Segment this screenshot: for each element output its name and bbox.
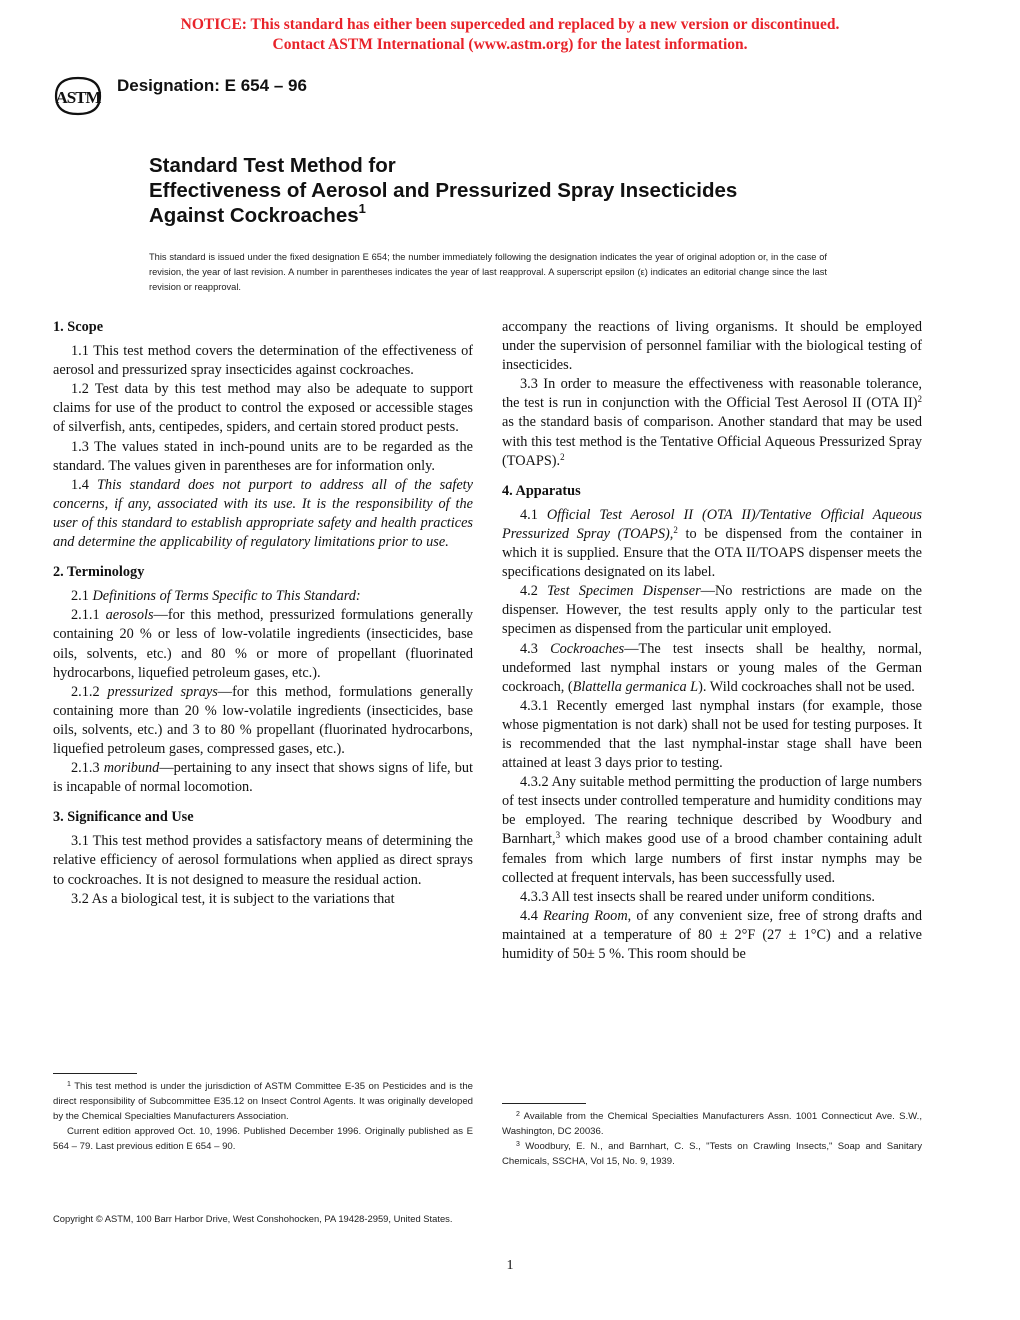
title-line-2: Effectiveness of Aerosol and Pressurized Spray Insecticides — [149, 179, 738, 202]
paragraph-2-1-number: 2.1 — [71, 588, 89, 605]
page-number: 1 — [506, 1258, 514, 1273]
paragraph-3-2-continued: accompany the reactions of living organisms. It should be employed under the supervision of personnel familiar with the biological testing of insecticides. — [502, 319, 922, 374]
title-line-3-text: Against Cockroaches — [149, 204, 359, 227]
footnote-1 — [53, 1079, 473, 1124]
astm-logo-text: ASTM — [55, 88, 101, 107]
paragraph-4-3-2-text-a: 4.3.2 Any suitable method permitting the production of large numbers of test insects under controlled temperature and humidity conditions may be employed. The rearing technique described by Woodbury and Barnhart, — [502, 774, 922, 848]
section-heading-terminology: 2. Terminology — [53, 564, 145, 581]
footnote-ref-3: 3 — [555, 830, 561, 841]
paragraph-4-3-3: 4.3.3 All test insects shall be reared under uniform conditions. — [520, 888, 875, 905]
term-moribund: moribund — [103, 760, 160, 777]
title-line-1: Standard Test Method for — [149, 154, 396, 177]
footnote-ref-2b: 2 — [560, 451, 565, 462]
right-column — [502, 318, 922, 964]
footnote-rule-left — [53, 1073, 137, 1074]
term-ota-toaps: Official Test Aerosol II (OTA II)/Tentative Official Aqueous Pressurized Spray (TOAPS), — [502, 506, 922, 542]
footnote-2-text: Available from the Chemical Specialties Manufacturers Assn. 1001 Connecticut Ave. S.W., Washington, DC 20036. — [502, 1111, 923, 1137]
paragraph-1-4-number: 1.4 — [71, 476, 89, 493]
definition-moribund: —pertaining to any insect that shows signs of life, but is incapable of normal locomotion. — [53, 760, 473, 796]
section-heading-apparatus: 4. Apparatus — [502, 482, 581, 499]
paragraph-2-1-2-number: 2.1.2 — [71, 683, 100, 700]
footnote-rule-right — [502, 1103, 586, 1104]
term-cockroaches: Cockroaches — [550, 640, 625, 657]
paragraph-1-3: 1.3 The values stated in inch-pound units are to be regarded as the standard. The values given in parentheses are for information only. — [53, 438, 473, 474]
paragraph-4-1-text: to be dispensed from the container in which it is supplied. Ensure that the OTA II/TOAPS dispenser meets the specifications designated on its label. — [502, 525, 922, 581]
paragraph-2-1-text: Definitions of Terms Specific to This Standard: — [92, 588, 361, 605]
paragraph-1-4 — [53, 476, 473, 552]
paragraph-4-4-number: 4.4 — [520, 907, 538, 924]
paragraph-3-3-text-a: 3.3 In order to measure the effectiveness with reasonable tolerance, the test is run in conjunction with the Official Test Aerosol II (OTA II) — [502, 376, 922, 412]
paragraph-4-3-2 — [502, 773, 922, 888]
footnote-1-text: This test method is under the jurisdiction of ASTM Committee E-35 on Pesticides and is the direct responsibility of Subcommittee E35.12 on Insect Control Agents. It was originally developed by the Chemical Specialties Manufacturers Association. — [53, 1081, 473, 1122]
paragraph-1-1: 1.1 This test method covers the determination of the effectiveness of aerosol and pressurized spray insecticides against cockroaches. — [53, 343, 473, 379]
definition-pressurized-sprays: —for this method, formulations generally containing more than 20 % low-volatile ingredients (insecticides, base oils, solvents, etc.) and 3 to 80 % propellant (fluorinated hydrocarbons, liquefied petroleum gases, compressed gases, etc.). — [53, 683, 473, 757]
footnote-2-mark: 2 — [516, 1111, 520, 1118]
paragraph-4-1 — [502, 506, 922, 582]
paragraph-4-2-text: —No restrictions are made on the dispenser. However, the test results apply only to the particular test specimen as dispensed from the particular unit employed. — [502, 583, 922, 638]
left-column — [53, 318, 473, 909]
document-title — [149, 153, 949, 228]
species-name: Blattella germanica L — [572, 678, 699, 695]
paragraph-4-4-text: , of any convenient size, free of strong drafts and maintained at a temperature of 80 ± 2°F (27 ± 1°C) and a relative humidity of 50± 5 %. This room should be — [502, 907, 922, 962]
title-footnote-mark: 1 — [358, 201, 366, 216]
footnote-3 — [502, 1139, 922, 1169]
paragraph-2-1-1-number: 2.1.1 — [71, 607, 100, 624]
footnote-1-mark: 1 — [67, 1081, 71, 1088]
footnotes-right — [502, 1109, 922, 1169]
paragraph-4-1-number: 4.1 — [520, 506, 538, 523]
section-heading-scope: 1. Scope — [53, 319, 104, 335]
definition-aerosols: —for this method, pressurized formulations generally containing 20 % or less of low-volatile ingredients (insecticides, base oils, solvents, etc.) and 80 % or more of propellant (fluorinated hydrocarbons, liquefied petroleum gases, etc.). — [53, 607, 474, 681]
term-pressurized-sprays: pressurized sprays — [107, 683, 218, 700]
footnote-3-mark: 3 — [516, 1141, 520, 1148]
title-line-3 — [149, 203, 949, 228]
footnotes-left — [53, 1079, 473, 1154]
footnote-ref-2c: 2 — [673, 524, 678, 535]
paragraph-1-2: 1.2 Test data by this test method may also be adequate to support claims for use of the product to control the exposed or accessible stages of silverfish, ants, centipedes, spiders, and certain stored product pests. — [53, 381, 473, 436]
paragraph-4-2 — [502, 582, 922, 639]
designation: Designation: E 654 – 96 — [117, 76, 307, 95]
paragraph-3-3 — [502, 375, 922, 470]
notice-line-2: Contact ASTM International (www.astm.org) for the latest information. — [272, 36, 748, 53]
paragraph-2-1-3-number: 2.1.3 — [71, 760, 100, 777]
supersede-notice — [0, 15, 1020, 55]
paragraph-4-3-text-b: ). Wild cockroaches shall not be used. — [698, 678, 915, 695]
notice-line-1: NOTICE: This standard has either been superceded and replaced by a new version or discontinued. — [180, 16, 840, 33]
paragraph-2-1 — [53, 587, 473, 606]
issue-note: This standard is issued under the fixed designation E 654; the number immediately following the designation indicates the year of original adoption or, in the case of revision, the year of last revision. A number in parentheses indicates the year of last reapproval. A superscript epsilon (ε) indicates an editorial change since the last revision or reapproval. — [149, 252, 827, 292]
term-aerosols: aerosols — [105, 607, 154, 624]
footnote-ref-2: 2 — [917, 394, 922, 405]
paragraph-4-3-text-a: —The test insects shall be healthy, normal, undeformed last nymphal instars or young males of the German cockroach, ( — [502, 640, 923, 695]
paragraph-3-3-text-b: as the standard basis of comparison. Another standard that may be used with this test method is the Tentative Official Aqueous Pressurized Spray (TOAPS). — [502, 414, 922, 469]
paragraph-3-1: 3.1 This test method provides a satisfactory means of determining the relative efficiency of aerosol formulations when applied as direct sprays to cockroaches. It is not designed to measure the residual action. — [53, 833, 473, 888]
paragraph-4-3-number: 4.3 — [520, 640, 538, 657]
paragraph-4-4 — [502, 907, 922, 964]
footnote-1-edition: Current edition approved Oct. 10, 1996. Published December 1996. Originally published as E 564 – 79. Last previous edition E 654 – 90. — [53, 1126, 473, 1152]
term-test-specimen-dispenser: Test Specimen Dispenser — [547, 583, 701, 600]
footnote-3-text: Woodbury, E. N., and Barnhart, C. S., "Tests on Crawling Insects," Soap and Sanitary Chemicals, SSCHA, Vol 15, No. 9, 1939. — [502, 1141, 922, 1167]
paragraph-4-3-2-text-b: which makes good use of a brood chamber containing adult females from which large numbers of first instar nymphs may be collected at frequent intervals, has been successfully used. — [502, 831, 922, 886]
section-heading-significance: 3. Significance and Use — [53, 809, 194, 826]
paragraph-4-2-number: 4.2 — [520, 583, 538, 600]
astm-logo — [53, 76, 103, 116]
paragraph-2-1-1 — [53, 606, 473, 682]
paragraph-4-3-1: 4.3.1 Recently emerged last nymphal instars (for example, those whose pigmentation is not dark) shall not be used for testing purposes. It is recommended that the last nymphal-instar stage shall have been attained at least 3 days prior to testing. — [502, 697, 922, 772]
paragraph-3-2-start: 3.2 As a biological test, it is subject to the variations that — [71, 890, 395, 907]
paragraph-1-4-text: This standard does not purport to address all of the safety concerns, if any, associated with its use. It is the responsibility of the user of this standard to establish appropriate safety and health practices and determine the applicability of regulatory limitations prior to use. — [53, 476, 473, 551]
footnote-2 — [502, 1109, 922, 1139]
copyright-notice: Copyright © ASTM, 100 Barr Harbor Drive, West Conshohocken, PA 19428-2959, United States. — [53, 1213, 453, 1224]
paragraph-2-1-2 — [53, 683, 473, 759]
paragraph-4-3 — [502, 640, 922, 697]
term-rearing-room: Rearing Room — [543, 907, 628, 924]
paragraph-2-1-3 — [53, 759, 473, 797]
